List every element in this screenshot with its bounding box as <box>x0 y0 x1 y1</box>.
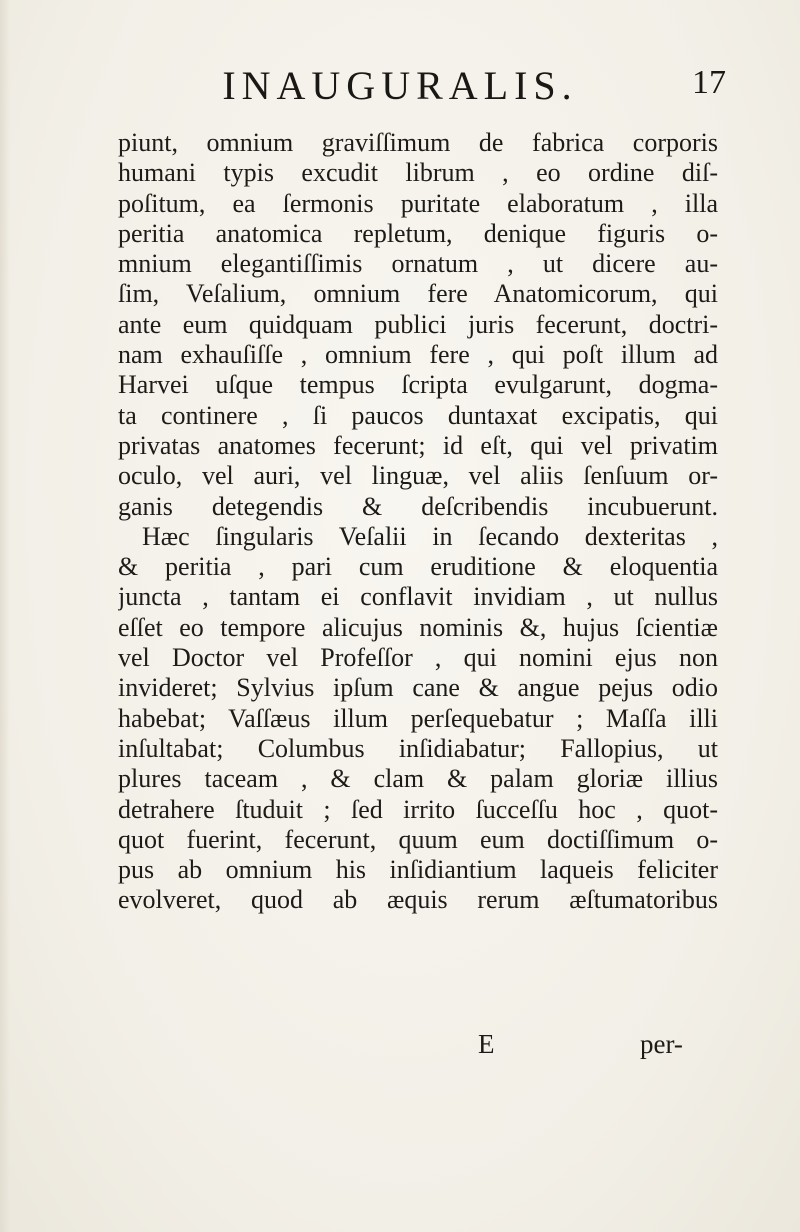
text-line: & peritia , pari cum eruditione & eloquentia <box>118 552 718 582</box>
text-line: juncta , tantam ei conflavit invidiam , ut nullus <box>118 582 718 612</box>
text-line: Harvei uſque tempus ſcripta evulgarunt, dogma- <box>118 370 718 400</box>
text-line: ante eum quidquam publici juris fecerunt, doctri- <box>118 309 718 339</box>
text-line: poſitum, ea ſermonis puritate elaboratum , illa <box>118 188 718 218</box>
text-line: ta continere , ſi paucos duntaxat excipatis, qui <box>118 400 718 430</box>
text-line: invideret; Sylvius ipſum cane & angue pejus odio <box>118 673 718 703</box>
catch-line <box>118 1029 718 1063</box>
running-title: INAUGURALIS. <box>222 63 578 108</box>
text-line: habebat; Vaſſæus illum perſequebatur ; Maſſa illi <box>118 703 718 733</box>
page-gutter-shadow <box>0 0 10 1232</box>
text-line: nam exhauſiſſe , omnium fere , qui poſt illum ad <box>118 340 718 370</box>
body-text <box>118 128 718 916</box>
text-line: piunt, omnium graviſſimum de fabrica corporis <box>118 128 718 157</box>
text-line: Hæc ſingularis Veſalii in ſecando dexteritas , <box>142 521 718 551</box>
text-line: inſultabat; Columbus inſidiabatur; Fallopius, ut <box>118 733 718 763</box>
text-line: privatas anatomes fecerunt; id eſt, qui vel privatim <box>118 430 718 460</box>
page-number: 17 <box>692 64 726 101</box>
text-line: plures taceam , & clam & palam gloriæ illius <box>118 764 718 794</box>
text-line: quot fuerint, fecerunt, quum eum doctiſſimum o- <box>118 824 718 854</box>
text-line: peritia anatomica repletum, denique figuris o- <box>118 218 718 248</box>
text-line: oculo, vel auri, vel linguæ, vel aliis ſenſuum or- <box>118 461 718 491</box>
text-line: vel Doctor vel Profeſſor , qui nomini ejus non <box>118 643 718 673</box>
text-line: humani typis excudit librum , eo ordine diſ- <box>118 158 718 188</box>
text-line: ſim, Veſalium, omnium fere Anatomicorum, qui <box>118 279 718 309</box>
catchword: per- <box>640 1029 683 1059</box>
text-line: pus ab omnium his inſidiantium laqueis feliciter <box>118 855 718 885</box>
text-line: detrahere ſtuduit ; ſed irrito ſucceſſu hoc , quot- <box>118 794 718 824</box>
text-line: eſſet eo tempore alicujus nominis &, hujus ſcientiæ <box>118 612 718 642</box>
text-line: mnium elegantiſſimis ornatum , ut dicere au- <box>118 249 718 279</box>
signature-mark: E <box>478 1029 495 1059</box>
text-line: evolveret, quod ab æquis rerum æſtumatoribus <box>118 885 718 915</box>
text-line: ganis detegendis & deſcribendis incubuerunt. <box>118 491 718 521</box>
